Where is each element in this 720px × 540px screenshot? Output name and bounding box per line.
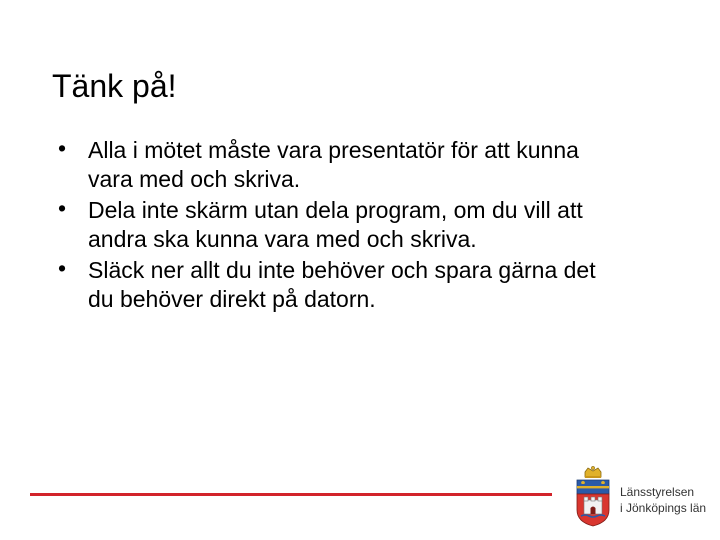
organization-logo	[572, 466, 707, 528]
logo-text	[620, 484, 706, 516]
list-item	[52, 136, 612, 194]
list-item	[52, 256, 612, 314]
logo-line-1: Länsstyrelsen	[620, 485, 695, 499]
logo-line-2: i Jönköpings län	[620, 501, 707, 515]
bullet-text: Släck ner allt du inte behöver och spara gärna det du behöver direkt på datorn.	[88, 257, 596, 312]
bullet-icon: •	[57, 255, 67, 281]
slide-title: Tänk på!	[52, 68, 177, 104]
list-item	[52, 196, 612, 254]
bullet-icon: •	[57, 135, 67, 161]
footer-divider	[30, 493, 552, 496]
bullet-text: Dela inte skärm utan dela program, om du vill att andra ska kunna vara med och skriva.	[88, 197, 583, 252]
bullet-icon: •	[57, 195, 67, 221]
coat-of-arms-icon	[572, 466, 614, 528]
bullet-list	[52, 136, 612, 316]
bullet-text: Alla i mötet måste vara presentatör för att kunna vara med och skriva.	[88, 137, 579, 192]
